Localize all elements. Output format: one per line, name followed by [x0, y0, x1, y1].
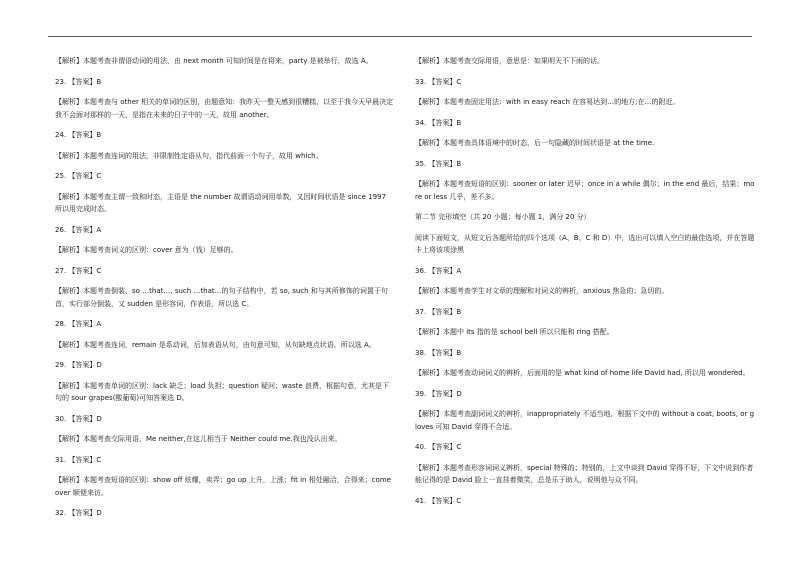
answer-line: 29. 【答案】D	[55, 361, 102, 369]
explanation-paragraph: 【解析】本题考查短语的区别：sooner or later 迟早；once in a while 偶尔；in the end 最后，结果；more or less 几乎，差不多。	[415, 180, 755, 201]
explanation-paragraph: 【解析】本题考查倒装，so …that…, such …that…的句子结构中，若 so, such 和与其所修饰的词置于句首，实行部分倒装，又 sudden 是形容词，作表语，所以选 C。	[55, 287, 388, 308]
answer-line: 25. 【答案】C	[55, 172, 102, 180]
answer-line: 28. 【答案】A	[55, 320, 102, 328]
answer-line: 33. 【答案】C	[415, 77, 462, 86]
answer-line: 39. 【答案】D	[415, 389, 462, 398]
explanation-paragraph: 【解析】本题考查学生对文章的理解和对词义的辨析，anxious 焦急的；急切的。	[415, 287, 669, 295]
explanation-paragraph: 【解析】本题考查动词词义的辨析，后面用的是 what kind of home life David had, 所以用 wondered。	[415, 369, 750, 377]
answer-line: 31. 【答案】C	[55, 455, 102, 464]
explanation-paragraph: 【解析】本题考查固定用法：with in easy reach 在容易达到…的地方;在…的附近。	[415, 98, 680, 106]
answer-line: 38. 【答案】B	[415, 348, 462, 357]
explanation-paragraph: 第二节 完形填空（共 20 小题；每小题 1，满分 20 分）	[415, 213, 591, 221]
explanation-paragraph: 阅读下面短文，从短文后各题所给的四个选项（A、B、C 和 D）中，选出可以填入空白的最佳选项，并在答题卡上将该项涂黑	[415, 233, 755, 254]
explanation-paragraph: 【解析】本题考查单词的区别：lack 缺乏；load 负担；question 疑问；waste 浪费，根据句意，尤其是下句的 sour grapes(酸葡萄)可知答案选 D。	[55, 381, 389, 402]
answer-line: 36. 【答案】A	[415, 266, 462, 275]
explanation-paragraph: 【解析】本题考查与 other 相关的单词的区别，由题意知：我昨天一整天感到很糟糕，以至于我今天早晨决定我不会面对那样的一天，是指在未来的日子中的一天，故用 another。	[55, 98, 394, 119]
answer-line: 37. 【答案】B	[415, 307, 462, 316]
right-column	[415, 55, 755, 507]
explanation-paragraph: 【解析】本题考查词义的区别：cover 意为（钱）足够的。	[55, 246, 238, 254]
explanation-paragraph: 【解析】本题考查短语的区别：show off 炫耀，卖弄；go up 上升，上涨；fit in 相处融洽，合得来；come over 顺便来访。	[55, 476, 391, 497]
answer-line: 41. 【答案】C	[415, 496, 462, 505]
explanation-paragraph: 【解析】本题考查形容词词义辨析，special 特殊的；特别的，上文中谈到 David 穿得不好，下文中说到作者能记得的是 David 脸上一直挂着微笑，总是乐于助人，说明他与众不同。	[415, 463, 754, 484]
explanation-paragraph: 【解析】本题考查非谓语动词的用法，由 next month 可知时间是在将来，party 是被举行，故选 A。	[55, 57, 373, 65]
explanation-paragraph: 【解析】本题考查连词，remain 是系动词，后加表语从句，由句意可知，从句缺地点状语，所以选 A。	[55, 340, 376, 349]
answer-line: 24. 【答案】B	[55, 131, 102, 139]
answer-line: 34. 【答案】B	[415, 118, 462, 127]
explanation-paragraph: 【解析】本题考查连词的用法，非限制性定语从句，指代前面一个句子，故用 which。	[55, 151, 323, 160]
answer-line: 23. 【答案】B	[55, 77, 102, 86]
explanation-paragraph: 【解析】本题考查副词词义的辨析，inappropriately 不适当地，根据下文中的 without a coat, boots, or gloves 可知 David 穿得不合适。	[415, 410, 755, 431]
explanation-paragraph: 【解析】本题考查交际用语，Me neither,在这儿相当于 Neither could me.我也没认出来。	[55, 435, 342, 443]
answer-line: 30. 【答案】D	[55, 414, 102, 423]
answer-line: 27. 【答案】C	[55, 266, 102, 275]
answer-line: 32. 【答案】D	[55, 509, 102, 517]
left-column	[55, 55, 395, 520]
answer-line: 40. 【答案】C	[415, 443, 462, 451]
answer-line: 35. 【答案】B	[415, 159, 462, 168]
header-rule	[48, 36, 752, 37]
explanation-paragraph: 【解析】本题考查主谓一致和时态，主语是 the number 故谓语动词用单数，又因时间状语是 since 1997 所以用完成时态。	[55, 192, 386, 213]
explanation-paragraph: 【解析】本题考查具体语境中的时态，后一句隐藏的时间状语是 at the time.	[415, 139, 655, 147]
answer-line: 26. 【答案】A	[55, 225, 102, 234]
explanation-paragraph: 【解析】本题中 its 指的是 school bell 所以只能和 ring 搭配。	[415, 328, 614, 336]
explanation-paragraph: 【解析】本题考查交际用语，意思是：如果明天不下雨的话。	[415, 57, 604, 65]
